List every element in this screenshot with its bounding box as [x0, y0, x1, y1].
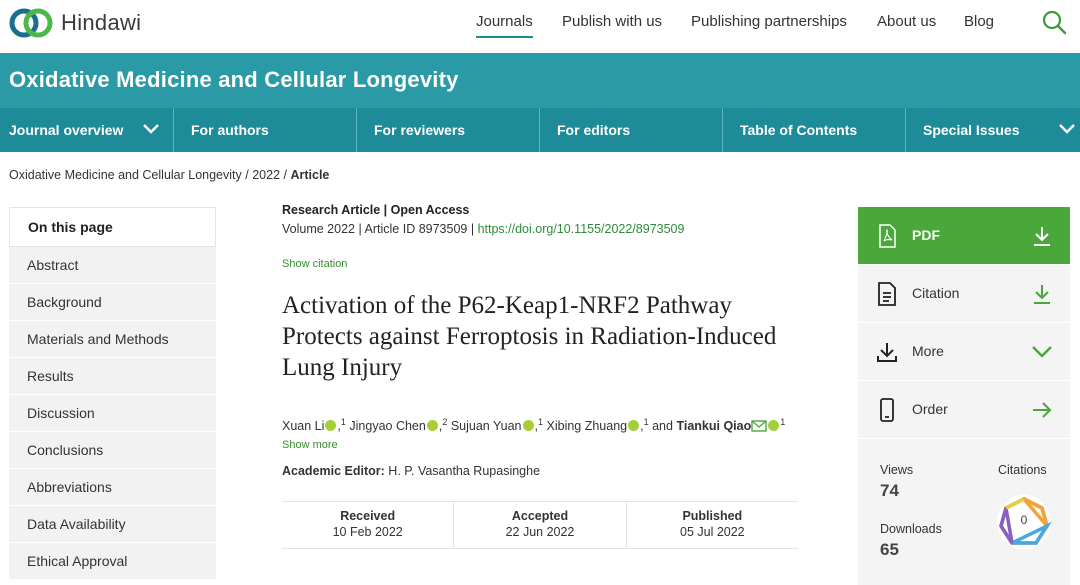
academic-editor-name: H. P. Vasantha Rupasinghe: [388, 464, 541, 479]
views-label: Views: [880, 463, 914, 477]
arrow-right-icon: [1030, 399, 1054, 421]
author-list: [282, 417, 802, 433]
article-type: Research Article | Open Access: [282, 203, 470, 217]
sidebar-heading: On this page: [9, 207, 216, 247]
breadcrumb-current: Article: [290, 168, 330, 182]
academic-editor-label: Academic Editor:: [282, 464, 385, 479]
topnav-publish[interactable]: Publish with us: [562, 13, 663, 30]
nav-special-issues[interactable]: [906, 108, 1080, 152]
chevron-down-icon: [1058, 122, 1076, 136]
journal-title-bar: [0, 53, 1080, 108]
author-name[interactable]: Tiankui Qiao: [676, 419, 752, 434]
author-name[interactable]: Jingyao Chen: [349, 419, 426, 434]
sidebar-item-results[interactable]: Results: [9, 358, 216, 395]
article-main: [282, 203, 802, 539]
search-icon[interactable]: [1040, 8, 1068, 36]
affiliation-number: 2: [442, 417, 448, 427]
hindawi-logo[interactable]: [9, 3, 141, 43]
pdf-file-icon: [876, 224, 898, 248]
journal-title[interactable]: Oxidative Medicine and Cellular Longevity: [9, 67, 459, 92]
author-sep: ,: [337, 419, 341, 434]
orcid-icon[interactable]: [523, 420, 534, 431]
nav-table-of-contents[interactable]: [723, 108, 906, 152]
order-label: Order: [912, 401, 948, 417]
author-name[interactable]: Xuan Li: [282, 419, 325, 434]
mail-icon[interactable]: [751, 420, 767, 432]
topnav-blog[interactable]: Blog: [964, 13, 995, 30]
topnav-about[interactable]: About us: [877, 13, 937, 30]
on-this-page-sidebar: [9, 207, 216, 585]
publication-dates: [282, 501, 798, 549]
sidebar-item-abstract[interactable]: Abstract: [9, 247, 216, 284]
date-value: 05 Jul 2022: [680, 525, 745, 539]
affiliation-number: 1: [340, 417, 346, 427]
phone-order-icon: [876, 398, 898, 422]
sidebar-item-ethical-approval[interactable]: Ethical Approval: [9, 543, 216, 580]
breadcrumb: [9, 168, 329, 182]
orcid-icon[interactable]: [325, 420, 336, 431]
affiliation-number: 1: [780, 417, 786, 427]
journal-nav: [0, 108, 1080, 152]
nav-journal-overview[interactable]: [0, 108, 174, 152]
meta-sep: |: [470, 222, 475, 236]
breadcrumb-year[interactable]: 2022: [252, 168, 281, 182]
citations-badge-count: 0: [1020, 513, 1028, 527]
article-meta: [282, 222, 802, 236]
orcid-icon[interactable]: [427, 420, 438, 431]
nav-label: Journal overview: [9, 122, 124, 138]
dimensions-badge[interactable]: [996, 494, 1052, 550]
pdf-label: PDF: [912, 227, 940, 243]
article-actions-panel: [858, 207, 1070, 585]
nav-label: For reviewers: [374, 122, 466, 138]
orcid-icon[interactable]: [768, 420, 779, 431]
article-volume: Volume 2022: [282, 222, 355, 236]
site-header: [0, 0, 1080, 53]
citation-doc-icon: [876, 282, 898, 306]
affiliation-number: 1: [643, 417, 649, 427]
author-name[interactable]: Xibing Zhuang: [546, 419, 628, 434]
nav-for-editors[interactable]: [540, 108, 723, 152]
more-download-icon: [876, 340, 898, 364]
meta-sep: |: [358, 222, 362, 236]
download-icon: [1030, 225, 1054, 247]
academic-editor: [282, 464, 802, 478]
date-received: [282, 502, 454, 548]
orcid-icon[interactable]: [628, 420, 639, 431]
date-label: Published: [682, 509, 743, 523]
sidebar-item-materials-methods[interactable]: Materials and Methods: [9, 321, 216, 358]
affiliation-number: 1: [538, 417, 544, 427]
nav-for-authors[interactable]: [174, 108, 357, 152]
topnav-partnerships[interactable]: Publishing partnerships: [691, 13, 847, 30]
download-icon: [1030, 283, 1054, 305]
more-button[interactable]: [858, 323, 1070, 381]
sidebar-item-conclusions[interactable]: Conclusions: [9, 432, 216, 469]
order-button[interactable]: [858, 381, 1070, 439]
author-sep: ,: [438, 419, 443, 434]
date-value: 10 Feb 2022: [332, 525, 403, 539]
author-sep: ,: [640, 419, 644, 434]
date-label: Received: [340, 509, 396, 523]
date-published: [627, 502, 798, 548]
hindawi-logo-icon: [9, 5, 55, 41]
nav-label: For authors: [191, 122, 269, 138]
nav-label: Special Issues: [923, 122, 1020, 138]
date-value: 22 Jun 2022: [505, 525, 575, 539]
sidebar-item-abbreviations[interactable]: Abbreviations: [9, 469, 216, 506]
author-sep: ,: [534, 419, 538, 434]
date-accepted: [454, 502, 626, 548]
nav-label: For editors: [557, 122, 631, 138]
sidebar-item-data-availability[interactable]: Data Availability: [9, 506, 216, 543]
show-citation-link[interactable]: Show citation: [282, 258, 348, 270]
nav-for-reviewers[interactable]: [357, 108, 540, 152]
logo-text: Hindawi: [61, 10, 142, 35]
citation-button[interactable]: [858, 265, 1070, 323]
views-count: 74: [880, 481, 899, 500]
breadcrumb-sep: /: [283, 168, 287, 182]
chevron-down-icon: [1030, 341, 1054, 363]
article-id: Article ID 8973509: [364, 222, 468, 236]
show-more-authors[interactable]: Show more: [282, 439, 338, 452]
article-title: Activation of the P62-Keap1-NRF2 Pathway Protects against Ferroptosis in Radiation-Induced Lung Injury: [282, 292, 777, 381]
pdf-download-button[interactable]: [858, 207, 1070, 265]
topnav-journals[interactable]: Journals: [476, 13, 533, 38]
breadcrumb-journal[interactable]: Oxidative Medicine and Cellular Longevity: [9, 168, 242, 182]
author-name[interactable]: Sujuan Yuan: [450, 419, 522, 434]
breadcrumb-sep: /: [245, 168, 249, 182]
sidebar-item-discussion[interactable]: Discussion: [9, 395, 216, 432]
nav-label: Table of Contents: [740, 122, 858, 138]
citations-label: Citations: [998, 463, 1047, 477]
more-label: More: [912, 343, 944, 359]
doi-link[interactable]: https://doi.org/10.1155/2022/8973509: [477, 222, 685, 236]
sidebar-item-background[interactable]: Background: [9, 284, 216, 321]
downloads-count: 65: [880, 540, 899, 559]
chevron-down-icon: [142, 122, 160, 136]
date-label: Accepted: [511, 509, 569, 523]
citation-label: Citation: [912, 285, 960, 301]
authors-and: and: [652, 419, 673, 434]
downloads-label: Downloads: [880, 522, 942, 536]
